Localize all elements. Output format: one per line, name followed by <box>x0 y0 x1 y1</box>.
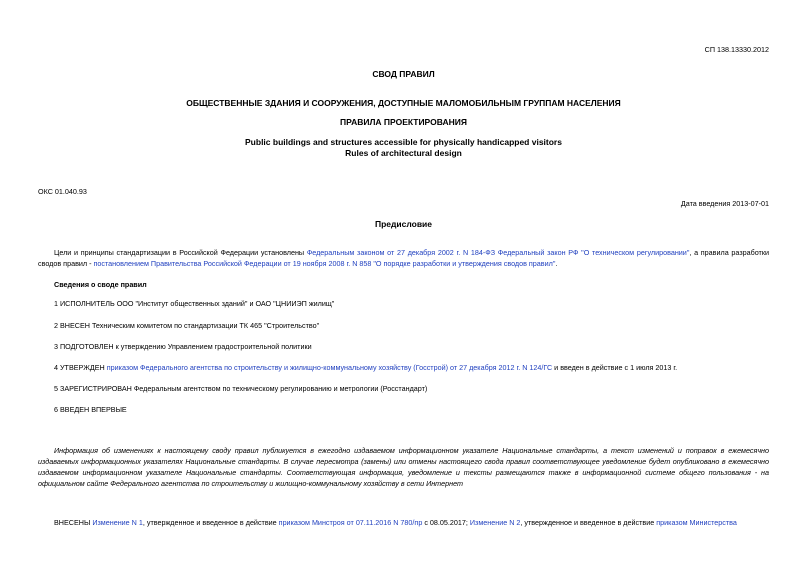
ministry-order-link[interactable]: приказом Министерства <box>656 518 737 527</box>
preface-text: , а правила разработки сводов правил - <box>38 248 770 268</box>
amendments-text: с 08.05.2017; <box>422 518 470 527</box>
info-item-5: 5 ЗАРЕГИСТРИРОВАН Федеральным агентством по техническому регулированию и метрологии (Росстандарт) <box>54 384 428 393</box>
document-subtitle-ru: ПРАВИЛА ПРОЕКТИРОВАНИЯ <box>340 117 467 127</box>
tech-regulation-law-link[interactable]: Федеральный закон РФ "О техническом регулировании" <box>497 248 690 257</box>
document-type: СВОД ПРАВИЛ <box>372 69 435 79</box>
document-title-en-line1: Public buildings and structures accessible for physically handicapped visitors <box>245 137 562 147</box>
preface-text: Цели и принципы стандартизации в Российской Федерации установлены <box>54 248 307 257</box>
amendments-text: , утвержденное и введенное в действие <box>520 518 657 527</box>
oks-code: ОКС 01.040.93 <box>38 187 87 196</box>
amendments-text: , утвержденное и введенное в действие <box>142 518 279 527</box>
info-item-2: 2 ВНЕСЕН Техническим комитетом по стандартизации ТК 465 "Строительство" <box>54 321 320 330</box>
info-heading: Сведения о своде правил <box>54 280 147 289</box>
amendment-2-link[interactable]: Изменение N 2 <box>469 518 521 527</box>
preface-paragraph <box>38 247 769 269</box>
preface-text: . <box>555 259 558 268</box>
introduction-date: Дата введения 2013-07-01 <box>680 199 769 208</box>
changes-notice: Информация об изменениях к настоящему своду правил публикуется в ежегодно издаваемом информационном указателе Национальные стандарты, а текст изменений и поправок в ежемесячно издаваемых информационных указателях Национальные стандарты. В случае пересмотра (замены) или отмены настоящего свода правил соответствующее уведомление будет опубликовано в ежемесячно издаваемом информационном указателе Национальные стандарты. Соответствующая информация, уведомление и тексты размещаются также в информационной системе общего пользования - на официальном сайте Федерального агентства по строительству и жилищно-коммунальному хозяйству в сети Интернет <box>38 446 769 488</box>
info-item-6: 6 ВВЕДЕН ВПЕРВЫЕ <box>54 405 127 414</box>
info-item-4-text: 4 УТВЕРЖДЕН <box>54 363 107 372</box>
document-code: СП 138.13330.2012 <box>704 45 769 54</box>
federal-law-link[interactable]: Федеральным законом от 27 декабря 2002 г. N 184-ФЗ <box>306 248 496 257</box>
amendment-1-link[interactable]: Изменение N 1 <box>92 518 143 527</box>
government-resolution-link[interactable]: постановлением Правительства Российской Федерации от 19 ноября 2008 г. N 858 "О порядке разработки и утверждения сводов правил" <box>93 259 556 268</box>
amendments-line <box>38 517 769 528</box>
amendments-text: ВНЕСЕНЫ <box>54 518 93 527</box>
document-title-ru: ОБЩЕСТВЕННЫЕ ЗДАНИЯ И СООРУЖЕНИЯ, ДОСТУПНЫЕ МАЛОМОБИЛЬНЫМ ГРУППАМ НАСЕЛЕНИЯ <box>186 98 621 108</box>
info-item-4-text: и введен в действие с 1 июля 2013 г. <box>552 363 678 372</box>
info-item-3: 3 ПОДГОТОВЛЕН к утверждению Управлением градостроительной политики <box>54 342 312 351</box>
info-item-4 <box>54 363 677 372</box>
document-title-en-line2: Rules of architectural design <box>345 148 462 158</box>
minstroy-order-link[interactable]: приказом Минстроя от 07.11.2016 N 780/пр <box>278 518 423 527</box>
info-item-1: 1 ИСПОЛНИТЕЛЬ ООО "Институт общественных зданий" и ОАО "ЦНИИЭП жилищ" <box>54 299 335 308</box>
preface-heading: Предисловие <box>374 219 433 229</box>
gosstroy-order-link[interactable]: приказом Федерального агентства по строительству и жилищно-коммунальному хозяйству (Госстрой) от 27 декабря 2012 г. N 124/ГС <box>106 363 553 372</box>
